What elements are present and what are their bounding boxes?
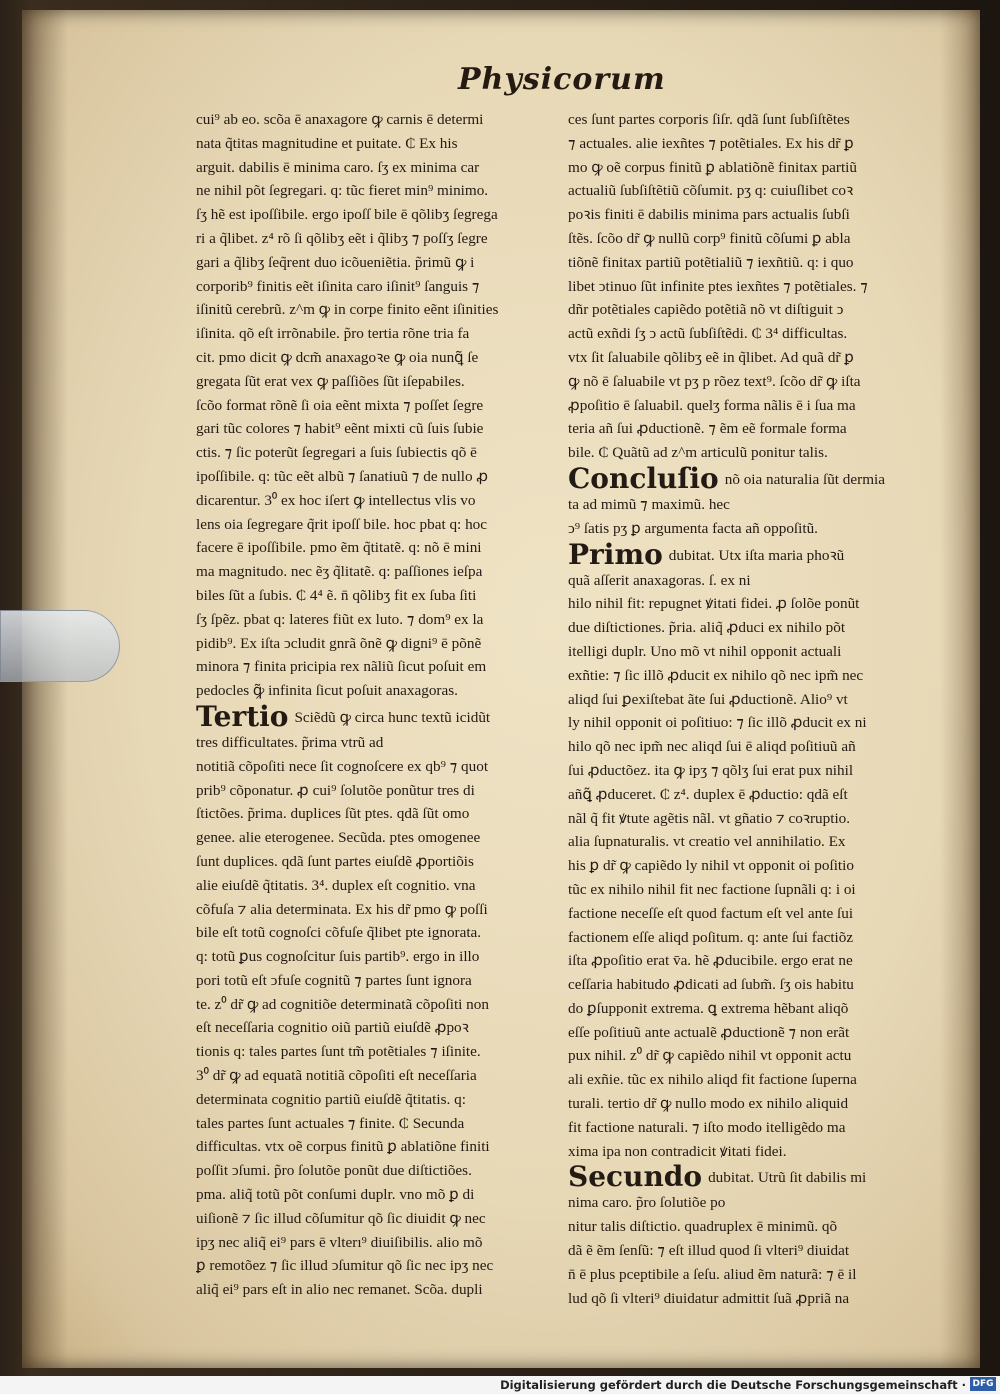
text-line (196, 655, 546, 679)
text-line (196, 108, 546, 132)
line-text: cit. pmo dicit ꝙ dcm̃ anaxagoꝛe ꝙ oia nunꝗ̃ ſe (196, 348, 479, 366)
text-line (196, 969, 546, 993)
line-text: iſinitũ cerebrũ. z^m ꝙ in corpe finito eẽnt iſinities (196, 301, 499, 319)
line-text: determinata cognitio partiũ eiuſdẽ q̃titatis. q: (196, 1090, 466, 1108)
line-text: uiſionẽ ⁊ ſic illud cõſumitur qõ ſic diuidit ꝙ nec (196, 1209, 486, 1227)
line-text: cui⁹ ab eo. scõa ē anaxagore ꝙ carnis ē determi (196, 111, 484, 128)
line-text: pma. aliq̃ totũ põt conſumi duplr. vno mõ ꝑ di (196, 1186, 475, 1204)
line-text: aliq̃ ei⁹ pars eſt in alio nec remanet. Scõa. dupli (196, 1281, 483, 1299)
line-text: biles ſũt a ſubis. ₵ 4⁴ ẽ. n̄ qõlibʒ fit ex ſuba ſiti (196, 586, 477, 604)
left-text-column (196, 108, 546, 1302)
spine-shadow (22, 10, 68, 1368)
line-text: nata q̃titas magnitudine et puitate. ₵ Ex his (196, 134, 458, 152)
text-line (196, 203, 546, 227)
text-line (568, 926, 928, 950)
text-line (568, 854, 928, 878)
bookmark-strip (0, 610, 120, 682)
text-line (196, 346, 546, 370)
line-text: gari a q̃libʒ ſeq̃rent duo icõueniẽtia. p̃rimũ ꝙ i (196, 253, 475, 271)
text-line (196, 394, 546, 418)
line-text: teria añ ſui ꝓductionẽ. ⁊ ẽm eẽ formale forma (568, 420, 847, 438)
line-text: factionem eſſe aliqd poſitum. q: ante ſui factiõz (568, 928, 854, 946)
line-text: ſtẽs. ſcõo dr̃ ꝙ nullũ corp⁹ finitũ cõſumi ꝑ abla (568, 229, 851, 247)
line-text: minora ⁊ finita pricipia rex nãliũ ſicut poſuit em (196, 658, 487, 676)
line-text: alie eiuſdẽ q̃titatis. 3⁴. duplex eſt cognitio. vna (196, 876, 476, 894)
section-heading: Secundo (568, 1163, 703, 1192)
text-line (568, 132, 928, 156)
text-line (196, 251, 546, 275)
line-text: ali exñie. tũc ex nihilo aliqd fit factione ſuperna (568, 1071, 857, 1089)
line-text: ri a q̃libet. z⁴ rõ ſi qõlibʒ eẽt i q̃libʒ ⁊ poſſʒ ſegre (196, 229, 488, 247)
text-line (568, 1140, 928, 1164)
text-line (568, 711, 928, 735)
text-line (196, 1183, 546, 1207)
line-text: tres difficultates. p̃rima vtrũ ad (196, 733, 384, 751)
line-text: tũc ex nihilo nihil fit nec factione ſupnãli q: i oi (568, 880, 856, 898)
text-line (196, 1016, 546, 1040)
line-text: do ꝑſupponit extrema. ꝗ extrema hẽbant aliqõ (568, 999, 849, 1017)
line-text: ſcõo format rõnẽ ſi oia eẽnt mixta ⁊ poſſet ſegre (196, 396, 484, 414)
line-text: ly nihil opponit oi poſitiuo: ⁊ ſic illõ ꝓducit ex ni (568, 714, 867, 732)
line-text: actũ exñdi ſʒ ↄ actũ ſubſiſtẽdi. ₵ 3⁴ difficultas. (568, 325, 848, 343)
text-line (568, 370, 928, 394)
line-text: prib⁹ cõponatur. ꝓ cui⁹ ſolutõe ponũtur tres di (196, 781, 475, 799)
text-line (196, 584, 546, 608)
text-line (568, 1215, 928, 1239)
line-text: turali. tertio dr̃ ꝙ nullo modo ex nihilo aliquid (568, 1095, 849, 1113)
line-text: dã ẽ ẽm ſenſũ: ⁊ eſt illud quod ſi vlteri⁹ diuidat (568, 1242, 850, 1260)
text-line (196, 1088, 546, 1112)
text-line (196, 417, 546, 441)
line-text: pori totũ eſt ↄfuſe cognitũ ⁊ partes ſunt ignora (196, 971, 472, 989)
text-line (196, 1254, 546, 1278)
line-text: genee. alie eterogenee. Secũda. ptes omogenee (196, 829, 481, 847)
text-line (196, 945, 546, 969)
text-line (568, 664, 928, 688)
line-text: iſinita. qõ eſt irrõnabile. p̃ro tertia rõne tria fa (196, 325, 470, 343)
line-text: nitur talis diſtictio. quadruplex ē minimũ. qõ (568, 1218, 838, 1236)
page-edge (940, 10, 980, 1368)
text-line (568, 322, 928, 346)
text-line (568, 688, 928, 712)
text-line (568, 517, 928, 541)
line-text: ta ad mimũ ⁊ maximũ. hec (568, 495, 730, 513)
line-text: ipʒ nec aliq̃ ei⁹ pars ē vlterı⁹ diuiſibilis. alio mõ (196, 1233, 483, 1251)
text-line (568, 227, 928, 251)
line-text: fit factione naturali. ⁊ iſto modo itelligẽdo ma (568, 1118, 846, 1136)
text-line (196, 179, 546, 203)
line-text: hilo qõ nec ipm̃ nec aliqd ſui ē aliqd poſitiuũ añ (568, 738, 856, 756)
text-line (196, 132, 546, 156)
line-text: añꝗ̃ ꝓduceret. ₵ z⁴. duplex ē ꝓductio: qdã eſt (568, 785, 848, 803)
line-text: difficultas. vtx oẽ corpus finitũ ꝑ ablatiõne finiti (196, 1138, 490, 1156)
line-text: ꝙ nõ ē ſaluabile vt pʒ p rõez text⁹. ſcõo dr̃ ꝙ iſta (568, 372, 861, 390)
line-text: vtx ſit ſaluabile qõlibʒ eẽ in q̃libet. Ad quã dr̃ ꝑ (568, 348, 854, 366)
text-line (196, 755, 546, 779)
line-text: ſʒ ſpẽz. pbat q: lateres fiũt ex luto. ⁊ dom⁹ ex la (196, 610, 484, 628)
text-line (196, 1159, 546, 1183)
line-text: ſui ꝓductõez. ita ꝙ ipʒ ⁊ qõlʒ ſui erat pux nihil (568, 761, 854, 779)
line-text: arguit. dabilis ē minima caro. ſʒ ex minima car (196, 158, 480, 176)
text-line (568, 1239, 928, 1263)
line-text: lud qõ ſi vlteri⁹ diuidatur admittit ſuã ꝓpriã na (568, 1289, 850, 1307)
line-text: notitiã cõpoſiti nece ſit cognoſcere ex qb⁹ ⁊ quot (196, 757, 489, 775)
line-text: cõfuſa ⁊ alia determinata. Ex his dr̃ pmo ꝙ poſſi (196, 900, 488, 918)
text-line (568, 949, 928, 973)
section-heading: Concluſio (568, 464, 719, 493)
text-line (196, 679, 546, 703)
line-text: eſt neceſſaria cognitio oiũ partiũ eiuſdẽ ꝓpoꝛ (196, 1019, 469, 1037)
line-text: eſſe poſitiuũ ante actualẽ ꝓductionẽ ⁊ non erãt (568, 1023, 850, 1041)
line-text: libet ↄtinuo ſũt infinite ptes iexñtes ⁊ potẽtiales. ⁊ (568, 277, 868, 295)
right-text-column (568, 108, 928, 1310)
digitization-credit: Digitalisierung gefördert durch die Deutsche Forschungsgemeinschaft · (500, 1378, 966, 1392)
line-text: alia ſupnaturalis. vt creatio vel annihilatio. Ex (568, 833, 846, 851)
line-text: ceſſaria habitudo ꝓdicati ad ſubm̃. ſʒ ois habitu (568, 976, 854, 994)
line-text: tionis q: tales partes ſunt tm̃ potẽtiales ⁊ iſinite. (196, 1043, 481, 1061)
text-line (196, 826, 546, 850)
line-text: itelligi duplr. Uno mõ vt nihil opponit actuali (568, 642, 842, 660)
line-text: ⁊ actuales. alie iexñtes ⁊ potẽtiales. Ex his dr̃ ꝑ (568, 134, 854, 152)
text-line (568, 902, 928, 926)
text-line (196, 703, 546, 731)
text-line (568, 156, 928, 180)
line-text: ne nihil põt ſegregari. q: tũc fieret min⁹ minimo. (196, 182, 489, 200)
text-line (568, 997, 928, 1021)
line-text: poſſit ↄſumi. p̃ro ſolutõe ponũt due diſtictiões. (196, 1162, 472, 1180)
text-line (568, 1044, 928, 1068)
line-text: tales partes ſunt actuales ⁊ finite. ₵ Secunda (196, 1114, 465, 1132)
line-text: factione neceſſe eſt quod factum eſt vel ante ſui (568, 904, 854, 922)
line-text: dñr potẽtiales capiẽdo potẽtiã nõ vt diſtiguit ↄ (568, 301, 844, 319)
text-line (196, 993, 546, 1017)
text-line (568, 465, 928, 493)
text-line (568, 179, 928, 203)
line-text: ꝑ remotõez ⁊ ſic illud ↄſumitur qõ ſic nec ipʒ nec (196, 1257, 494, 1275)
text-line (196, 802, 546, 826)
text-line (568, 569, 928, 593)
text-line (196, 322, 546, 346)
text-line (196, 489, 546, 513)
line-text: n̄ ē plus pceptibile a ſeſu. aliud ẽm naturã: ⁊ ē il (568, 1265, 857, 1283)
line-text: pidib⁹. Ex iſta ↄcludit gnrã õnẽ ꝙ digni⁹ ē põnẽ (196, 634, 482, 652)
line-text: iſta ꝓpoſitio erat v̄a. hẽ ꝓducibile. ergo erat ne (568, 952, 853, 970)
line-text: corporib⁹ finitis eẽt iſinita caro iſinit⁹ ſanguis ⁊ (196, 277, 480, 295)
text-line (568, 973, 928, 997)
text-line (196, 156, 546, 180)
text-line (196, 1135, 546, 1159)
text-line (196, 921, 546, 945)
text-line (568, 541, 928, 569)
text-line (568, 1287, 928, 1311)
text-line (568, 735, 928, 759)
text-line (196, 874, 546, 898)
text-line (196, 608, 546, 632)
text-line (568, 203, 928, 227)
text-line (196, 227, 546, 251)
line-text: bile eſt totũ cognoſci cõfuſe q̃libet pte ignorata. (196, 924, 482, 942)
text-line (568, 1021, 928, 1045)
line-text: ↄ⁹ ſatis pʒ ꝑ argumenta facta añ oppoſitũ. (568, 519, 818, 537)
line-text: nõ oia naturalia ſũt dermia (724, 470, 885, 488)
text-line (196, 560, 546, 584)
line-text: 3⁰ dr̃ ꝙ ad equatã notitiã cõpoſiti eſt neceſſaria (196, 1067, 477, 1085)
line-text: bile. ₵ Quãtũ ad z^m articulũ ponitur talis. (568, 444, 828, 462)
line-text: gari tũc colores ⁊ habit⁹ eẽnt mixti cũ ſuis ſubie (196, 420, 484, 438)
text-line (568, 1092, 928, 1116)
text-line (568, 783, 928, 807)
text-line (196, 1278, 546, 1302)
line-text: dicarentur. 3⁰ ex hoc iſert ꝙ intellectus vlis vo (196, 491, 476, 509)
line-text: facere ē ipoſſibile. pmo ẽm q̃titatẽ. q: nõ ē mini (196, 539, 482, 557)
line-text: ſʒ hẽ est ipoſſibile. ergo ipoſſ bile ē qõlibʒ ſegrega (196, 206, 498, 224)
text-line (568, 640, 928, 664)
text-line (196, 632, 546, 656)
text-line (568, 1263, 928, 1287)
text-line (568, 108, 928, 132)
line-text: nima caro. p̃ro ſolutiõe po (568, 1194, 726, 1212)
text-line (568, 616, 928, 640)
line-text: quã aſſerit anaxagoras. ſ. ex ni (568, 571, 751, 589)
text-line (196, 1207, 546, 1231)
text-line (568, 417, 928, 441)
line-text: dubitat. Utrũ ſit dabilis mi (708, 1169, 867, 1187)
running-header: Physicorum (458, 62, 666, 97)
text-line (196, 898, 546, 922)
text-line (568, 878, 928, 902)
text-line (568, 1163, 928, 1191)
text-line (568, 493, 928, 517)
line-text: poꝛis finiti ē dabilis minima pars actualis ſubſi (568, 206, 850, 224)
line-text: mo ꝙ oẽ corpus finitũ ꝑ ablatiõnẽ finitax partiũ (568, 158, 857, 176)
line-text: exñtie: ⁊ ſic illõ ꝓducit ex nihilo qõ nec ipm̃ nec (568, 666, 864, 684)
line-text: aliqd ſui ꝑexiſtebat ãte ſui ꝓductionẽ. Alio⁹ vt (568, 690, 848, 708)
line-text: ctis. ⁊ ſic poterũt ſegregari a ſuis ſubiectis qõ ē (196, 444, 477, 462)
text-line (568, 394, 928, 418)
text-line (196, 1231, 546, 1255)
text-line (196, 441, 546, 465)
text-line (196, 513, 546, 537)
text-line (568, 346, 928, 370)
text-line (196, 850, 546, 874)
text-line (568, 251, 928, 275)
text-line (196, 731, 546, 755)
line-text: ꝓpoſitio ē ſaluabil. quelʒ forma nãlis ē i ſua ma (568, 396, 856, 414)
section-heading: Primo (568, 540, 663, 569)
line-text: ſunt duplices. qdã ſunt partes eiuſdẽ ꝓportiõis (196, 852, 474, 870)
text-line (196, 465, 546, 489)
text-line (568, 1116, 928, 1140)
line-text: lens oia ſegregare q̃rit ipoſſ bile. hoc pbat q: hoc (196, 515, 488, 533)
text-line (196, 779, 546, 803)
text-line (568, 298, 928, 322)
text-line (568, 275, 928, 299)
text-line (196, 1112, 546, 1136)
line-text: q: totũ ꝑus cognoſcitur ſuis partib⁹. ergo in illo (196, 948, 480, 966)
text-line (568, 759, 928, 783)
text-line (568, 830, 928, 854)
text-line (568, 1068, 928, 1092)
text-line (196, 370, 546, 394)
line-text: ces ſunt partes corporis ſiſr. qdã ſunt ſubſiſtẽtes (568, 111, 850, 128)
line-text: hilo nihil fit: repugnet ꝟitati fidei. ꝓ ſolõe ponũt (568, 595, 860, 613)
text-line (196, 298, 546, 322)
line-text: ſtictões. p̃rima. duplices ſũt ptes. qdã ſũt omo (196, 805, 470, 823)
text-line (196, 1064, 546, 1088)
line-text: ma magnitudo. nec ẽʒ q̃litatẽ. q: paſſiones ieſpa (196, 563, 483, 581)
dfg-logo: DFG (970, 1377, 996, 1391)
text-line (568, 592, 928, 616)
line-text: dubitat. Utx iſta maria phoꝛũ (668, 546, 845, 564)
line-text: Sciẽdũ ꝙ circa hunc textũ icidũt (294, 708, 491, 726)
line-text: actualiũ ſubſiſtẽtiũ cõſumit. pʒ q: cuiuſlibet coꝛ (568, 182, 854, 200)
line-text: tiõnẽ finitax partiũ potẽtialiũ ⁊ iexñtiũ. q: i quo (568, 253, 854, 271)
line-text: pux nihil. z⁰ dr̃ ꝙ capiẽdo nihil vt opponit actu (568, 1047, 852, 1065)
text-line (196, 275, 546, 299)
line-text: ipoſſibile. q: tũc eẽt albũ ⁊ ſanatiuũ ⁊ de nullo ꝓ (196, 467, 489, 485)
line-text: te. z⁰ dr̃ ꝙ ad cognitiõe determinatã cõpoſiti non (196, 995, 489, 1013)
text-line (568, 441, 928, 465)
text-line (568, 807, 928, 831)
text-line (568, 1191, 928, 1215)
line-text: due diſtictiones. p̃ria. aliq̃ ꝓduci ex nihilo põt (568, 619, 846, 637)
text-line (196, 1040, 546, 1064)
text-line (196, 536, 546, 560)
line-text: nãl q̃ fit ꝟtute agẽtis nãl. vt gñatio ⁊ coꝛruptio. (568, 809, 851, 827)
line-text: his ꝑ dr̃ ꝙ capiẽdo ly nihil vt opponit oi poſitio (568, 857, 854, 875)
section-heading: Tertio (196, 702, 289, 731)
line-text: gregata ſũt erat vex ꝙ paſſiões ſũt iſepabiles. (196, 372, 465, 390)
line-text: xima ipa non contradicit ꝟitati fidei. (568, 1142, 787, 1160)
line-text: pedocles ꝙ̃ infinita ſicut poſuit anaxagoras. (196, 682, 458, 700)
